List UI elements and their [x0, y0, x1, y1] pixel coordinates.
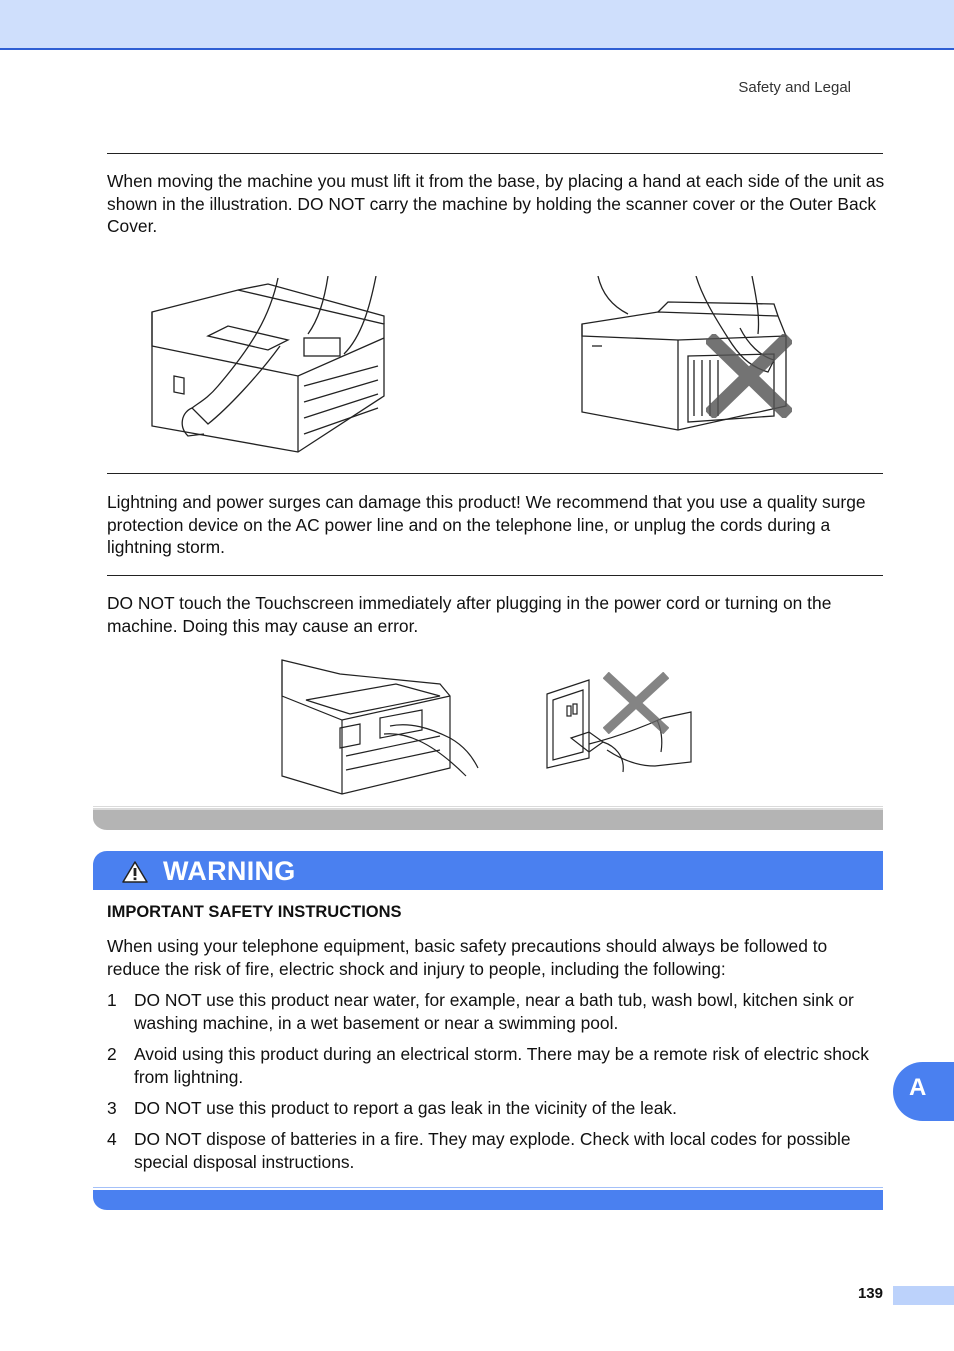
- list-text: Avoid using this product during an electrical storm. There may be a remote risk of electric shock from lightning.: [134, 1044, 869, 1087]
- chapter-tab[interactable]: [893, 1062, 954, 1121]
- page-number-tab: [893, 1286, 954, 1305]
- warning-title: WARNING: [163, 856, 296, 886]
- warning-top-bar: [93, 806, 883, 830]
- touchscreen-illustration: [280, 656, 480, 796]
- section-divider: [107, 153, 883, 154]
- warning-bottom-bar: [93, 1187, 883, 1210]
- list-number: 3: [107, 1098, 117, 1118]
- list-number: 1: [107, 990, 117, 1010]
- safety-subheading: IMPORTANT SAFETY INSTRUCTIONS: [107, 903, 402, 921]
- page-number: 139: [857, 1285, 883, 1302]
- safety-intro: When using your telephone equipment, basic safety precautions should always be followed to reduce the risk of fire, electric shock and injury to people, including the following:: [107, 936, 828, 979]
- list-number: 2: [107, 1044, 117, 1064]
- prohibited-x-icon: [706, 334, 792, 418]
- list-text: DO NOT dispose of batteries in a fire. They may explode. Check with local codes for possible special disposal instructions.: [134, 1129, 851, 1172]
- warning-triangle-icon: [121, 860, 149, 884]
- power-plug-illustration: [545, 672, 695, 784]
- list-text: DO NOT use this product to report a gas leak in the vicinity of the leak.: [134, 1098, 677, 1118]
- list-number: 4: [107, 1129, 117, 1149]
- touchscreen-paragraph: DO NOT touch the Touchscreen immediately after plugging in the power cord or turning on the machine. Doing this may cause an error.: [107, 593, 832, 636]
- lift-correct-illustration: [148, 276, 393, 456]
- section-divider: [107, 473, 883, 474]
- section-divider: [107, 575, 883, 576]
- header-band: [0, 0, 954, 50]
- moving-machine-paragraph: When moving the machine you must lift it from the base, by placing a hand at each side of the unit as shown in the illustration. DO NOT carry the machine by holding the scanner cover or the Outer Back Cover.: [107, 171, 885, 237]
- chapter-tab-label: A: [909, 1074, 927, 1101]
- prohibited-x-icon: [603, 672, 669, 734]
- list-text: DO NOT use this product near water, for example, near a bath tub, wash bowl, kitchen sink or washing machine, in a wet basement or near a swimming pool.: [134, 990, 854, 1033]
- running-head: Safety and Legal: [738, 79, 851, 96]
- lightning-paragraph: Lightning and power surges can damage this product! We recommend that you use a quality surge protection device on the AC power line and on the telephone line, or unplug the cords during a lightning storm.: [107, 492, 866, 558]
- lift-incorrect-illustration: [578, 276, 793, 436]
